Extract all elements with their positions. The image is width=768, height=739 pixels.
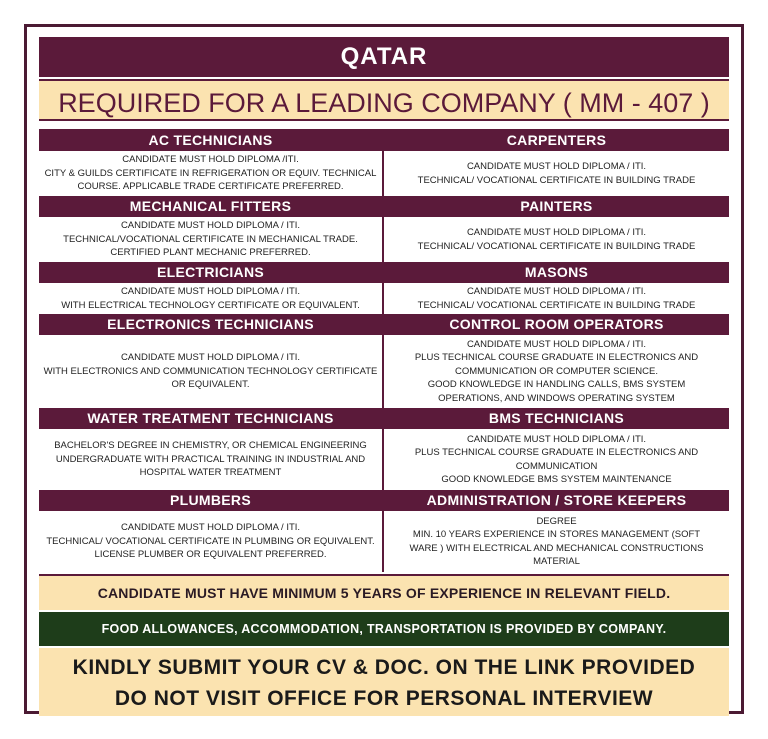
- job-description: [39, 429, 382, 490]
- job-requirement-line: CANDIDATE MUST HOLD DIPLOMA / ITI.: [466, 227, 647, 238]
- job-requirement-line: WARE ) WITH ELECTRICAL AND MECHANICAL CONSTRUCTIONS: [409, 542, 704, 554]
- job-requirement-line: CANDIDATE MUST HOLD DIPLOMA / ITI.: [120, 220, 301, 232]
- job-requirement-line: GOOD KNOWLEDGE IN HANDLING CALLS, BMS SYSTEM: [427, 379, 686, 391]
- job-title: BMS TECHNICIANS: [384, 408, 729, 429]
- job-requirement-line: TECHNICAL/ VOCATIONAL CERTIFICATE IN BUILDING TRADE: [417, 240, 696, 252]
- job-requirement-line: TECHNICAL/VOCATIONAL CERTIFICATE IN MECHANICAL TRADE.: [63, 233, 358, 245]
- job-requirement-line: GOOD KNOWLEDGE BMS SYSTEM MAINTENANCE: [441, 474, 672, 485]
- job-cell-mechanical-fitters: [39, 196, 384, 262]
- poster-content: [39, 37, 729, 716]
- job-requirement-line: CANDIDATE MUST HOLD DIPLOMA / ITI.: [466, 433, 647, 445]
- job-requirement-line: MATERIAL: [533, 556, 580, 567]
- required-banner: REQUIRED FOR A LEADING COMPANY ( MM - 407 ): [39, 79, 729, 121]
- job-requirement-line: UNDERGRADUATE WITH PRACTICAL TRAINING IN INDUSTRIAL AND: [55, 453, 366, 465]
- job-cell-plumbers: [39, 490, 384, 572]
- job-requirement-line: CERTIFIED PLANT MECHANIC PREFERRED.: [110, 247, 311, 259]
- no-visit-line: DO NOT VISIT OFFICE FOR PERSONAL INTERVIEW: [114, 687, 654, 710]
- job-cell-electricians: [39, 262, 384, 314]
- job-cell-control-room-operators: [384, 314, 729, 408]
- job-cell-ac-technicians: [39, 130, 384, 196]
- job-grid: [39, 129, 729, 572]
- job-requirement-line: LICENSE PLUMBER OR EQUIVALENT PREFERRED.: [94, 549, 327, 561]
- job-row: [39, 130, 729, 196]
- country-banner: QATAR: [39, 37, 729, 77]
- job-description: [39, 283, 382, 314]
- job-row: [39, 314, 729, 408]
- job-requirement-line: BACHELOR'S DEGREE IN CHEMISTRY, OR CHEMICAL ENGINEERING: [54, 440, 367, 452]
- job-cell-water-treatment-technicians: [39, 408, 384, 490]
- job-requirement-line: OPERATIONS, AND WINDOWS OPERATING SYSTEM: [438, 392, 675, 404]
- job-title: CARPENTERS: [384, 130, 729, 151]
- job-requirement-line: TECHNICAL/ VOCATIONAL CERTIFICATE IN BUILDING TRADE: [417, 299, 696, 311]
- job-description: [384, 335, 729, 408]
- job-description: [39, 151, 382, 196]
- job-requirement-line: CANDIDATE MUST HOLD DIPLOMA / ITI.: [120, 522, 301, 534]
- job-requirement-line: CANDIDATE MUST HOLD DIPLOMA / ITI.: [120, 286, 301, 297]
- job-cell-administration-store-keepers: [384, 490, 729, 572]
- job-requirement-line: PLUS TECHNICAL COURSE GRADUATE IN ELECTRONICS AND: [414, 447, 699, 458]
- job-row: [39, 196, 729, 262]
- job-title: MECHANICAL FITTERS: [39, 196, 382, 217]
- job-title: ELECTRICIANS: [39, 262, 382, 283]
- job-row: [39, 262, 729, 314]
- job-requirement-line: PLUS TECHNICAL COURSE GRADUATE IN ELECTRONICS AND: [414, 352, 699, 364]
- job-requirement-line: CITY & GUILDS CERTIFICATE IN REFRIGERATION OR EQUIV. TECHNICAL: [44, 167, 377, 179]
- submit-line: KINDLY SUBMIT YOUR CV & DOC. ON THE LINK PROVIDED: [72, 656, 696, 679]
- job-description: [384, 283, 729, 314]
- job-row: [39, 408, 729, 490]
- job-cell-masons: [384, 262, 729, 314]
- job-title: WATER TREATMENT TECHNICIANS: [39, 408, 382, 429]
- job-requirement-line: TECHNICAL/ VOCATIONAL CERTIFICATE IN PLUMBING OR EQUIVALENT.: [46, 535, 375, 547]
- job-requirement-line: WITH ELECTRICAL TECHNOLOGY CERTIFICATE OR EQUIVALENT.: [61, 299, 360, 311]
- job-requirement-line: MIN. 10 YEARS EXPERIENCE IN STORES MANAGEMENT (SOFT: [412, 529, 701, 540]
- job-requirement-line: COMMUNICATION OR COMPUTER SCIENCE.: [454, 365, 659, 377]
- job-title: ELECTRONICS TECHNICIANS: [39, 314, 382, 335]
- job-title: AC TECHNICIANS: [39, 130, 382, 151]
- job-requirement-line: TECHNICAL/ VOCATIONAL CERTIFICATE IN BUILDING TRADE: [417, 174, 696, 186]
- job-description: [384, 217, 729, 262]
- job-cell-painters: [384, 196, 729, 262]
- job-title: CONTROL ROOM OPERATORS: [384, 314, 729, 335]
- job-description: [39, 511, 382, 572]
- job-title: ADMINISTRATION / STORE KEEPERS: [384, 490, 729, 511]
- job-requirement-line: WITH ELECTRONICS AND COMMUNICATION TECHNOLOGY CERTIFICATE: [43, 365, 378, 377]
- job-cell-bms-technicians: [384, 408, 729, 490]
- job-requirement-line: CANDIDATE MUST HOLD DIPLOMA / ITI.: [466, 338, 647, 350]
- job-title: PAINTERS: [384, 196, 729, 217]
- job-title: MASONS: [384, 262, 729, 283]
- job-requirement-line: HOSPITAL WATER TREATMENT: [139, 467, 282, 479]
- job-description: [384, 429, 729, 490]
- job-description: [384, 151, 729, 196]
- job-title: PLUMBERS: [39, 490, 382, 511]
- job-requirement-line: CANDIDATE MUST HOLD DIPLOMA / ITI.: [466, 286, 647, 297]
- job-requirement-line: COMMUNICATION: [515, 460, 598, 472]
- job-requirement-line: CANDIDATE MUST HOLD DIPLOMA /ITI.: [122, 154, 299, 166]
- job-requirement-line: CANDIDATE MUST HOLD DIPLOMA / ITI.: [466, 161, 647, 172]
- job-description: [39, 217, 382, 262]
- experience-requirement: CANDIDATE MUST HAVE MINIMUM 5 YEARS OF EXPERIENCE IN RELEVANT FIELD.: [39, 574, 729, 610]
- job-cell-carpenters: [384, 130, 729, 196]
- job-cell-electronics-technicians: [39, 314, 384, 408]
- submit-instructions: [39, 648, 729, 716]
- job-requirement-line: COURSE. APPLICABLE TRADE CERTIFICATE PREFERRED.: [77, 181, 344, 193]
- poster-frame: [24, 24, 744, 714]
- job-requirement-line: DEGREE: [536, 515, 577, 527]
- job-requirement-line: OR EQUIVALENT.: [171, 379, 250, 391]
- job-requirement-line: CANDIDATE MUST HOLD DIPLOMA / ITI.: [120, 352, 301, 364]
- job-description: [39, 335, 382, 408]
- job-row: [39, 490, 729, 572]
- benefits-banner: FOOD ALLOWANCES, ACCOMMODATION, TRANSPORTATION IS PROVIDED BY COMPANY.: [39, 612, 729, 646]
- job-description: [384, 511, 729, 572]
